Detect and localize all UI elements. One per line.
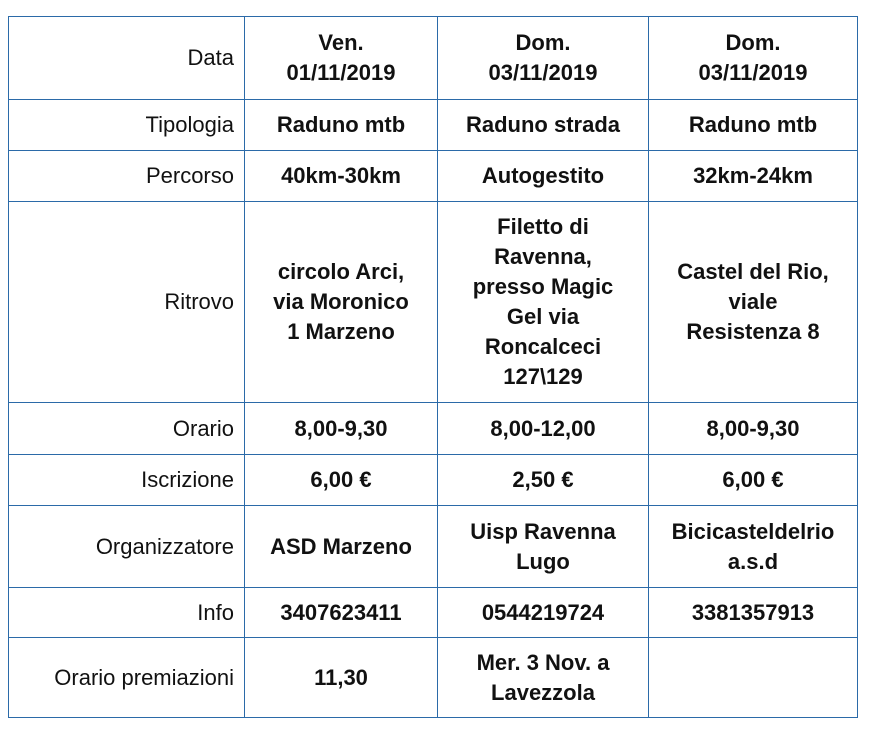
row-orario [9,403,858,455]
date-event-2: Dom. 03/11/2019 [488,30,598,85]
label-orario: Orario [9,403,245,455]
route-event-1: 40km-30km [281,163,401,188]
meeting-point-event-2: Filetto di Ravenna, presso Magic Gel via Roncalceci 127\129 [472,214,614,389]
phone-event-3: 3381357913 [691,599,815,625]
row-info [9,588,858,638]
phone-event-1: 3407623411 [280,599,402,625]
fee-event-3: 6,00 € [722,467,784,492]
row-orario-premiazioni [9,638,858,718]
time-event-1: 8,00-9,30 [294,415,388,441]
awards-event-1: 11,30 [314,664,368,690]
meeting-point-event-3: Castel del Rio, viale Resistenza 8 [677,259,829,344]
row-tipologia [9,100,858,151]
meeting-point-event-1: circolo Arci, via Moronico 1 Marzeno [273,259,409,344]
awards-event-2: Mer. 3 Nov. a Lavezzola [476,649,610,705]
time-event-3: 8,00-9,30 [706,415,800,441]
date-event-1: Ven. 01/11/2019 [286,30,396,85]
label-organizzatore: Organizzatore [9,506,245,588]
organizer-event-2: Uisp Ravenna Lugo [470,518,616,574]
organizer-event-1: ASD Marzeno [270,533,412,559]
row-ritrovo [9,202,858,403]
route-event-2: Autogestito [481,163,605,188]
fee-event-1: 6,00 € [310,467,372,492]
row-organizzatore [9,506,858,588]
label-orario-premiazioni: Orario premiazioni [9,638,245,718]
organizer-event-3: Bicicasteldelrio a.s.d [671,518,835,574]
phone-event-2: 0544219724 [481,599,605,625]
row-iscrizione [9,455,858,506]
route-event-3: 32km-24km [693,163,813,188]
time-event-2: 8,00-12,00 [490,415,596,441]
type-event-2: Raduno strada [465,112,621,137]
date-event-3: Dom. 03/11/2019 [698,30,808,85]
row-percorso [9,151,858,202]
type-event-1: Raduno mtb [276,112,406,137]
label-tipologia: Tipologia [9,100,245,151]
row-data [9,17,858,100]
events-table [8,16,858,718]
label-iscrizione: Iscrizione [9,455,245,506]
type-event-3: Raduno mtb [688,112,818,137]
label-info: Info [9,588,245,638]
label-percorso: Percorso [9,151,245,202]
label-ritrovo: Ritrovo [9,202,245,403]
fee-event-2: 2,50 € [512,467,574,492]
events-table-container [8,16,858,718]
label-data: Data [9,17,245,100]
